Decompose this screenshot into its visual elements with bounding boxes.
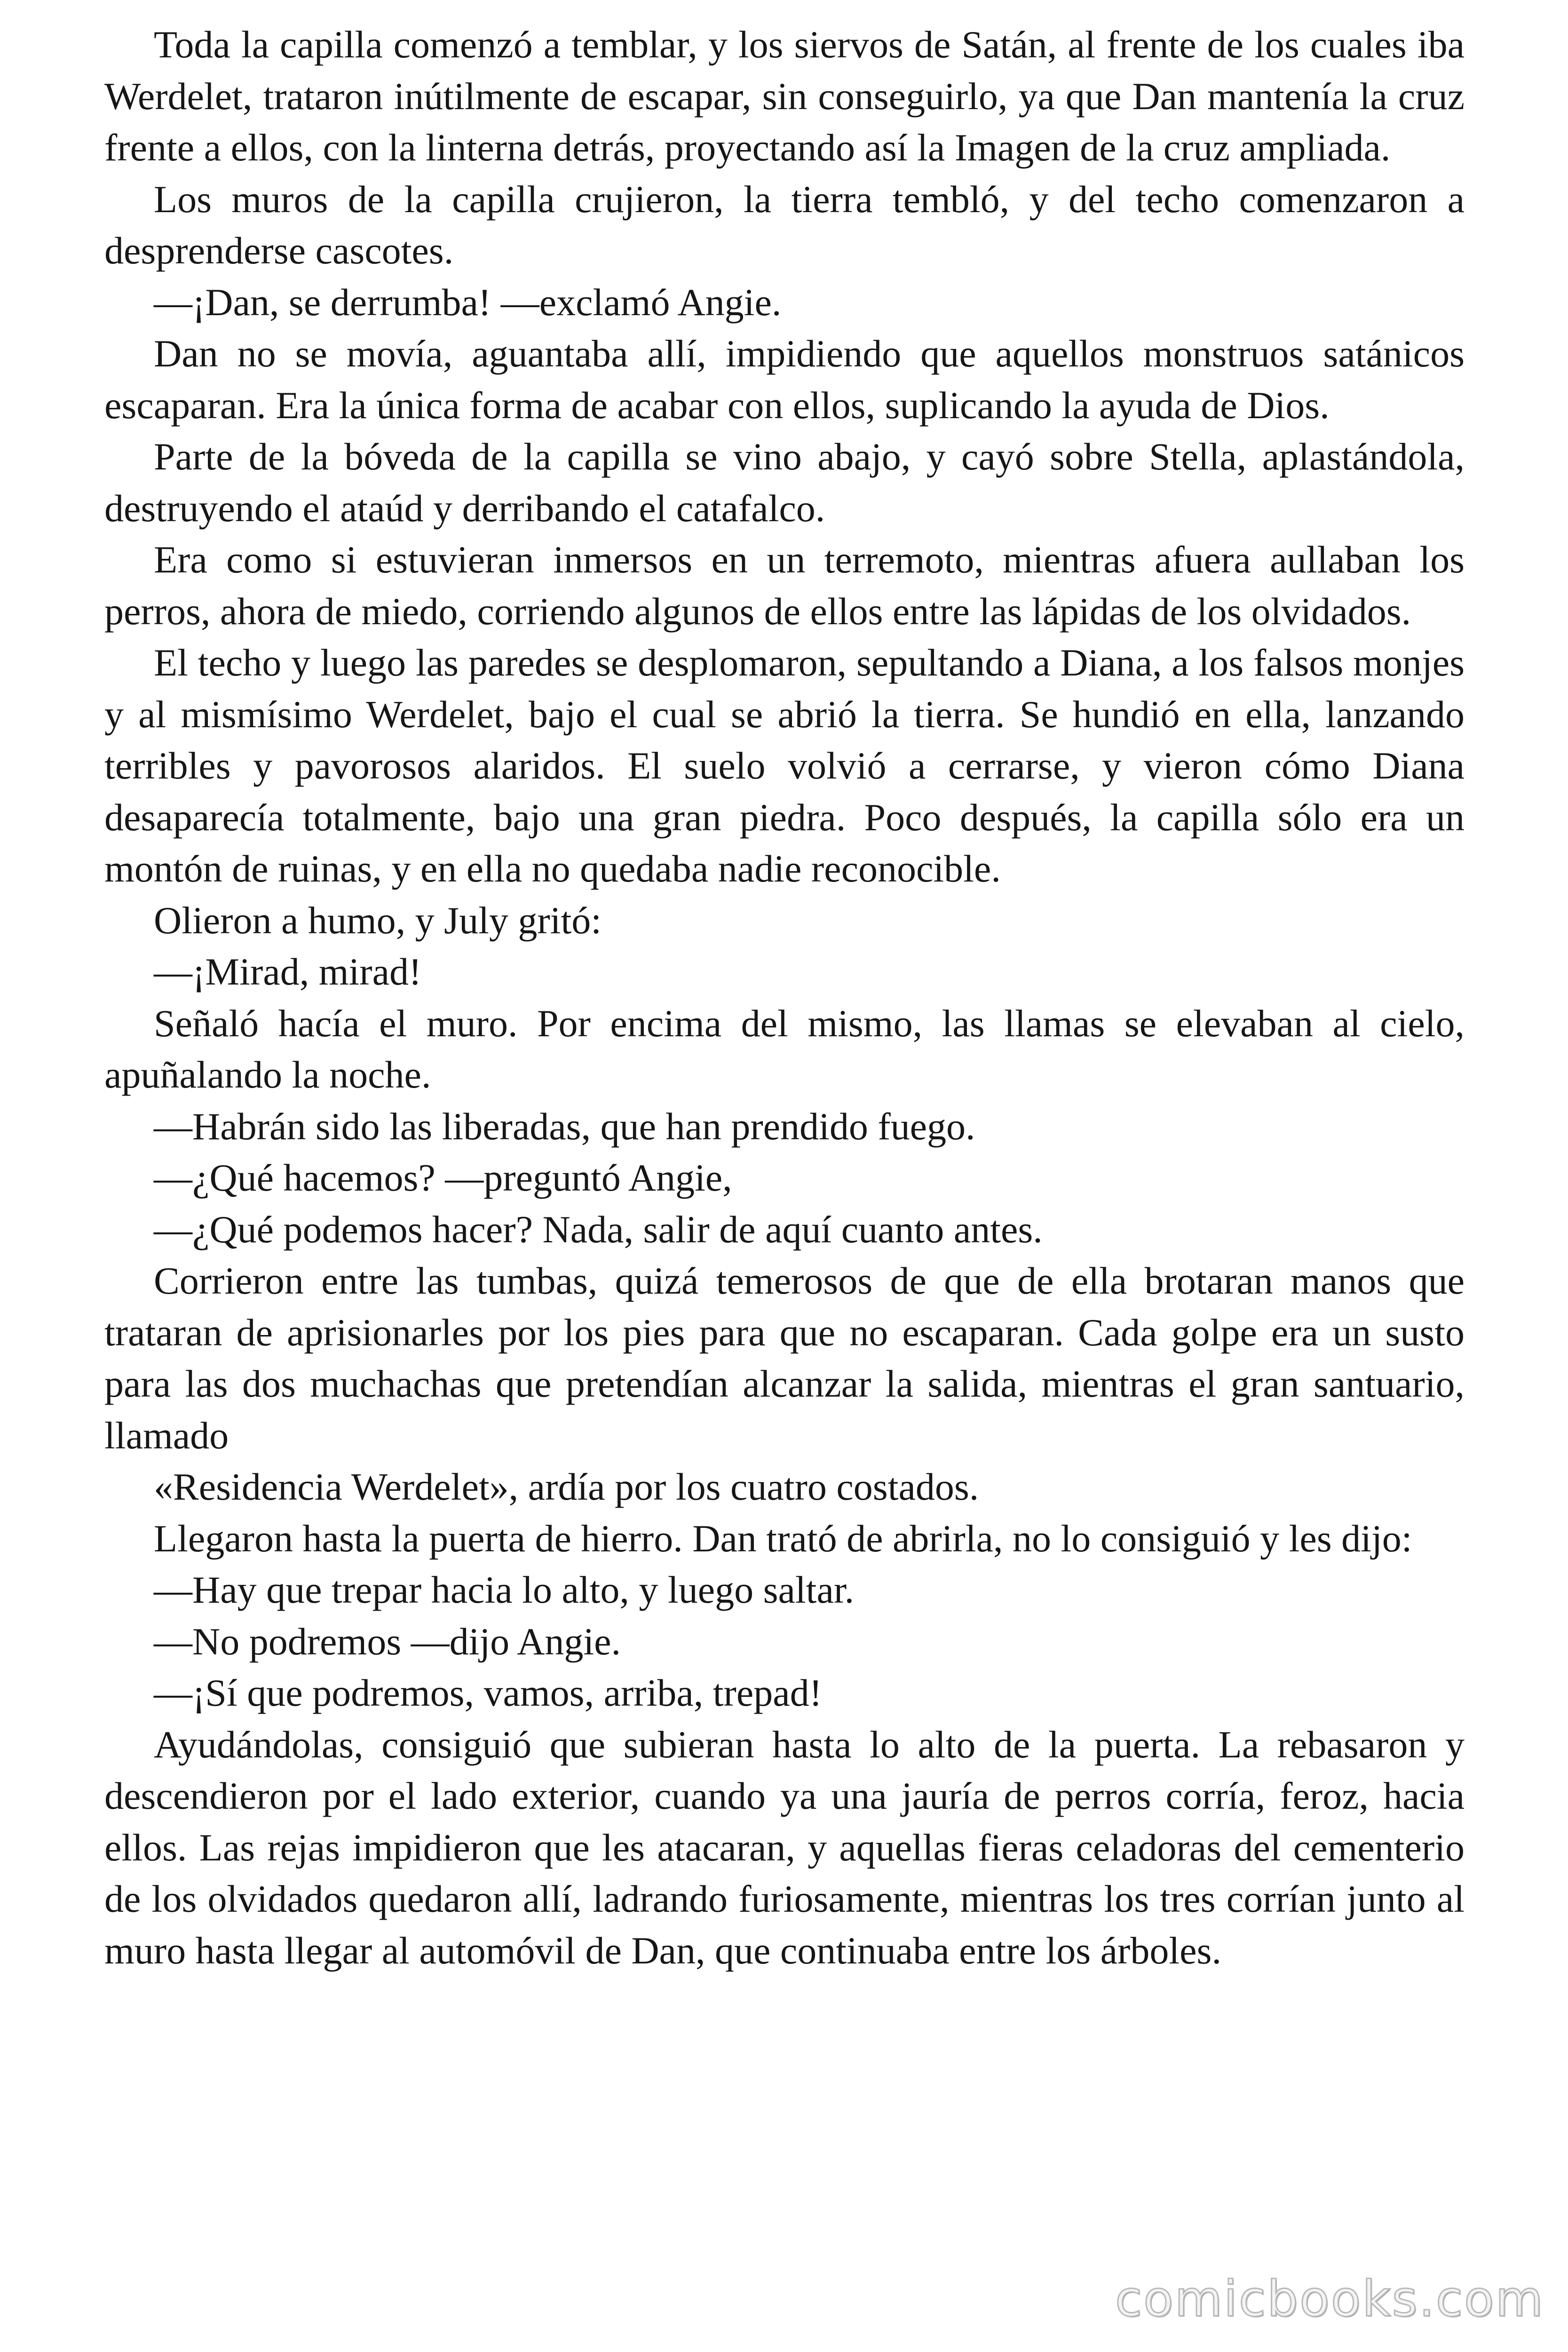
paragraph: Dan no se movía, aguantaba allí, impidiendo que aquellos monstruos satánicos escaparan. Era la única forma de acabar con ellos, suplicando la ayuda de Dios. [104,332,1465,427]
paragraph: Llegaron hasta la puerta de hierro. Dan trató de abrirla, no lo consiguió y les dijo: [154,1517,1412,1560]
paragraph: —No podremos —dijo Angie. [154,1620,621,1663]
paragraph: El techo y luego las paredes se desplomaron, sepultando a Diana, a los falsos monjes y al mismísimo Werdelet, bajo el cual se abrió la tierra. Se hundió en ella, lanzando terribles y pavorosos alaridos. El suelo volvió a cerrarse, y vieron cómo Diana desaparecía totalmente, bajo una gran piedra. Poco después, la capilla sólo era un montón de ruinas, y en ella no quedaba nadie reconocible. [104,641,1465,890]
paragraph: Señaló hacía el muro. Por encima del mismo, las llamas se elevaban al cielo, apuñalando la noche. [104,1001,1465,1096]
paragraph: —¡Dan, se derrumba! —exclamó Angie. [154,280,782,324]
paragraph: —¿Qué hacemos? —preguntó Angie, [154,1156,732,1199]
paragraph: —¡Mirad, mirad! [154,950,422,993]
paragraph: Parte de la bóveda de la capilla se vino abajo, y cayó sobre Stella, aplastándola, destruyendo el ataúd y derribando el catafalco. [104,435,1465,530]
paragraph: —Hay que trepar hacia lo alto, y luego saltar. [154,1568,855,1611]
paragraph: —¿Qué podemos hacer? Nada, salir de aquí cuanto antes. [154,1208,1043,1251]
paragraph: Toda la capilla comenzó a temblar, y los siervos de Satán, al frente de los cuales iba Werdelet, trataron inútilmente de escapar, sin conseguirlo, ya que Dan mantenía la cruz frente a ellos, con la linterna detrás, proyectando así la Imagen de la cruz ampliada. [104,23,1465,169]
paragraph: Olieron a humo, y July gritó: [154,898,602,942]
watermark: comicbooks.com [1115,2270,1544,2328]
paragraph: Corrieron entre las tumbas, quizá temerosos de que de ella brotaran manos que trataran de aprisionarles por los pies para que no escaparan. Cada golpe era un susto para las dos muchachas que pretendían alcanzar la salida, mientras el gran santuario, llamado [104,1259,1465,1457]
paragraph: «Residencia Werdelet», ardía por los cuatro costados. [154,1465,979,1508]
paragraph: Ayudándolas, consiguió que subieran hasta lo alto de la puerta. La rebasaron y descendieron por el lado exterior, cuando ya una jauría de perros corría, feroz, hacia ellos. Las rejas impidieron que les atacaran, y aquellas fieras celadoras del cementerio de los olvidados quedaron allí, ladrando furiosamente, mientras los tres corrían junto al muro hasta llegar al automóvil de Dan, que continuaba entre los árboles. [104,1723,1465,1972]
paragraph: —¡Sí que podremos, vamos, arriba, trepad! [154,1671,822,1714]
paragraph: Era como si estuvieran inmersos en un terremoto, mientras afuera aullaban los perros, ahora de miedo, corriendo algunos de ellos entre las lápidas de los olvidados. [104,538,1465,633]
paragraph: Los muros de la capilla crujieron, la tierra tembló, y del techo comenzaron a desprenderse cascotes. [104,177,1465,272]
paragraph: —Habrán sido las liberadas, que han prendido fuego. [154,1104,975,1148]
page-text [104,19,1465,1976]
